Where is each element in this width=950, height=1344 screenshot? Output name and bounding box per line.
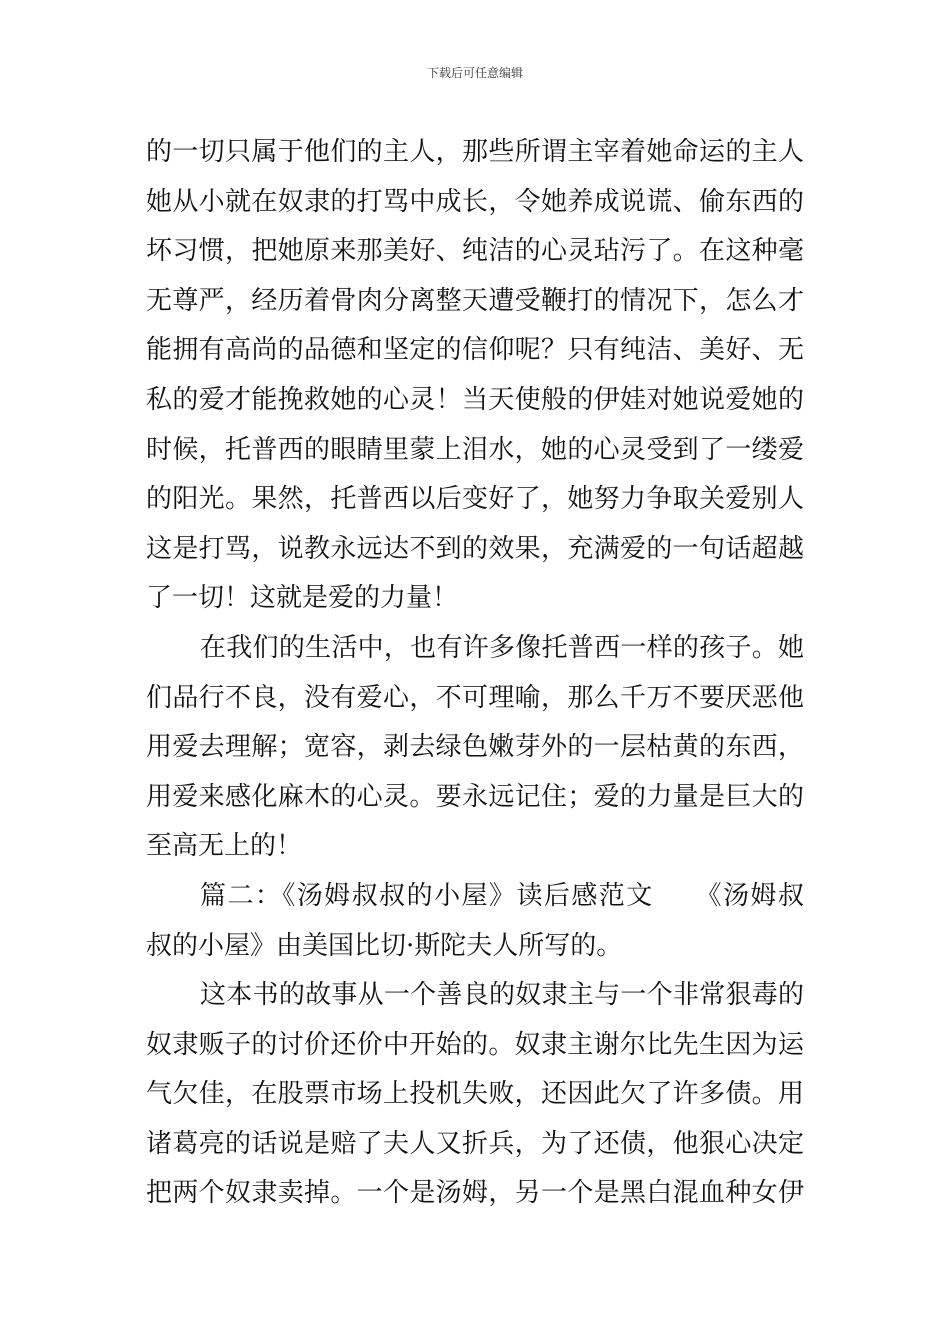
text-line: 能拥有高尚的品德和坚定的信仰呢？只有纯洁、美好、无 [146,335,804,366]
text-line: 用爱去理解；宽容，剥去绿色嫩芽外的一层枯黄的东西， [146,732,804,763]
text-line: 的一切只属于他们的主人，那些所谓主宰着她命运的主人 [146,137,804,167]
text-line: 坏习惯，把她原来那美好、纯洁的心灵玷污了。在这种毫 [146,236,804,267]
text-line: 用爱来感化麻木的心灵。要永远记住；爱的力量是巨大的 [146,781,804,812]
text-line: 们品行不良，没有爱心，不可理喻，那么千万不要厌恶他 [146,682,804,713]
document-body [146,128,804,1219]
text-line: 诸葛亮的话说是赔了夫人又折兵，为了还债，他狠心决定 [146,1128,804,1159]
page-header: 下载后可任意编辑 [426,66,523,80]
text-line: 这本书的故事从一个善良的奴隶主与一个非常狠毒的 [200,980,804,1011]
text-line: 了一切！这就是爱的力量！ [146,583,459,614]
text-line: 时候，托普西的眼睛里蒙上泪水，她的心灵受到了一缕爱 [146,434,804,465]
text-line: 这是打骂，说教永远达不到的效果，充满爱的一句话超越 [146,533,804,564]
text-line: 在我们的生活中，也有许多像托普西一样的孩子。她 [200,632,804,663]
text-line: 无尊严，经历着骨肉分离整天遭受鞭打的情况下，怎么才 [146,285,804,316]
text-line: 叔的小屋》由美国比切·斯陀夫人所写的。 [146,930,623,961]
text-line: 把两个奴隶卖掉。一个是汤姆，另一个是黑白混血种女伊 [146,1178,804,1209]
text-line: 的阳光。果然，托普西以后变好了，她努力争取关爱别人 [146,484,804,515]
text-line: 私的爱才能挽救她的心灵！当天使般的伊娃对她说爱她的 [146,384,804,415]
text-line: 至高无上的！ [146,831,303,862]
text-line: 奴隶贩子的讨价还价中开始的。奴隶主谢尔比先生因为运 [146,1029,804,1060]
text-line: 篇二：《汤姆叔叔的小屋》读后感范文 《汤姆叔 [200,880,804,911]
text-line: 她从小就在奴隶的打骂中成长，令她养成说谎、偷东西的 [146,186,804,217]
text-line: 气欠佳，在股票市场上投机失败，还因此欠了许多债。用 [146,1079,804,1110]
